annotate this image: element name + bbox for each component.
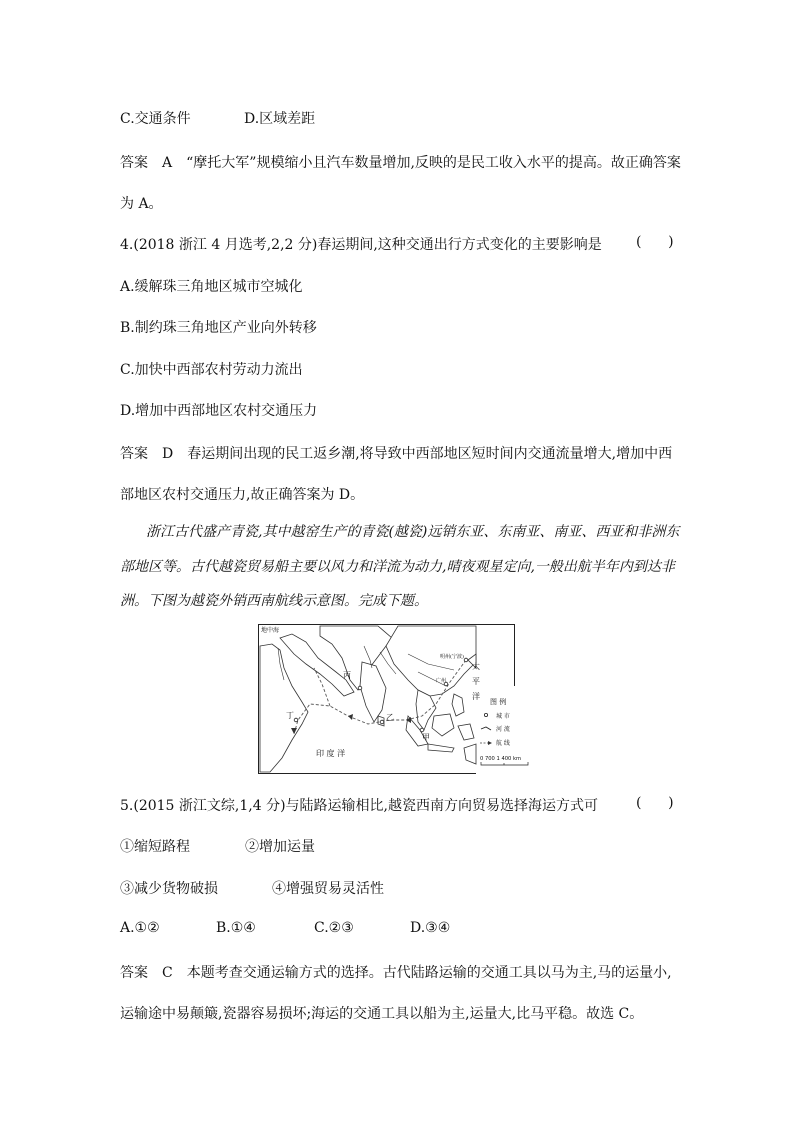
q4-stem: 4.(2018 浙江 4 月选考,2,2 分)春运期间,这种交通出行方式变化的主要影响是 xyxy=(120,237,602,253)
q4-answer-blank: ( ) xyxy=(636,234,674,250)
q4-option-a: A.缓解珠三角地区城市空城化 xyxy=(120,279,303,295)
city-marker-jia xyxy=(420,728,424,732)
route-map xyxy=(258,624,515,774)
label-mediterranean: 地中海 xyxy=(261,627,280,634)
scale-bar xyxy=(481,762,528,765)
q5-item-2: ②增加运量 xyxy=(245,839,315,855)
q3-option-d: D.区域差距 xyxy=(244,111,316,127)
label-pacific-3: 洋 xyxy=(472,692,480,701)
city-marker-yi xyxy=(380,720,384,724)
legend-river-icon xyxy=(481,727,491,730)
q5-choice-b: B.①④ xyxy=(216,920,256,936)
answer-explanation: “摩托大军”规模缩小且汽车数量增加,反映的是民工收入水平的提高。故正确答案 xyxy=(186,155,681,171)
q5-answer-blank: ( ) xyxy=(636,795,674,811)
legend-river: 河 流 xyxy=(496,726,510,733)
answer-letter: D xyxy=(162,446,174,462)
q4-option-d: D.增加中西部地区农村交通压力 xyxy=(120,403,318,419)
label-jia: 甲 xyxy=(422,733,430,742)
answer-letter: C xyxy=(162,965,173,981)
map-legend xyxy=(478,694,538,774)
q5-choice-c: C.②③ xyxy=(314,920,354,936)
q5-choice-a: A.①② xyxy=(120,920,160,936)
answer-label: 答案 xyxy=(120,965,148,981)
label-yi: 乙 xyxy=(386,713,394,722)
q5-item-4: ④增强贸易灵活性 xyxy=(272,881,384,897)
scale-label: 0 700 1 400 km xyxy=(480,756,522,762)
label-bing: 丙 xyxy=(343,671,351,680)
answer-explanation: 本题考查交通运输方式的选择。古代陆路运输的交通工具以马为主,马的运量小, xyxy=(186,965,672,981)
q5-answer-line1 xyxy=(120,962,672,982)
city-marker-bing xyxy=(358,686,362,690)
q5-choice-d: D.③④ xyxy=(410,920,451,936)
q4-answer-line2: 部地区农村交通压力,故正确答案为 D。 xyxy=(120,487,365,503)
legend-title: 图 例 xyxy=(490,698,507,706)
label-pacific-2: 平 xyxy=(472,677,480,686)
q3-option-c: C.交通条件 xyxy=(120,111,191,127)
legend-route: 航 线 xyxy=(496,740,510,747)
label-ding: 丁 xyxy=(286,711,294,720)
city-marker-ding xyxy=(294,718,298,722)
city-marker-ningbo xyxy=(464,658,468,662)
q4-answer-line1 xyxy=(120,443,672,463)
passage-line3: 洲。下图为越瓷外销西南航线示意图。完成下题。 xyxy=(120,593,428,609)
legend-city-icon xyxy=(484,713,487,716)
label-ningbo: 明州(宁波) xyxy=(440,654,464,660)
answer-explanation: 春运期间出现的民工返乡潮,将导致中西部地区短时间内交通流量增大,增加中西 xyxy=(187,446,673,462)
label-guangzhou: 广州 xyxy=(436,678,447,684)
q5-stem: 5.(2015 浙江文综,1,4 分)与陆路运输相比,越瓷西南方向贸易选择海运方式可 xyxy=(120,798,598,814)
q5-item-1: ①缩短路程 xyxy=(120,839,190,855)
q4-option-c: C.加快中西部农村劳动力流出 xyxy=(120,362,303,378)
label-pacific-1: 太 xyxy=(472,662,480,671)
answer-label: 答案 xyxy=(120,446,148,462)
q4-option-b: B.制约珠三角地区产业向外转移 xyxy=(120,320,317,336)
q3-answer-line1 xyxy=(120,152,681,172)
label-indian-ocean: 印 度 洋 xyxy=(316,749,346,758)
legend-city: 城 市 xyxy=(496,713,510,720)
legend-route-arrow xyxy=(488,741,492,745)
q5-item-3: ③减少货物破损 xyxy=(120,881,218,897)
passage-line2: 部地区等。古代越瓷贸易船主要以风力和洋流为动力,晴夜观星定向,一般出航半年内到达非 xyxy=(120,559,675,575)
q3-answer-line2: 为 A。 xyxy=(120,196,163,212)
answer-label: 答案 xyxy=(120,155,148,171)
q5-answer-line2: 运输途中易颠簸,瓷器容易损坏;海运的交通工具以船为主,运量大,比马平稳。故选 C。 xyxy=(120,1006,644,1022)
answer-letter: A xyxy=(162,155,173,171)
passage-line1: 浙江古代盛产青瓷,其中越窑生产的青瓷(越瓷)远销东亚、东南亚、南亚、西亚和非洲东 xyxy=(146,524,680,540)
